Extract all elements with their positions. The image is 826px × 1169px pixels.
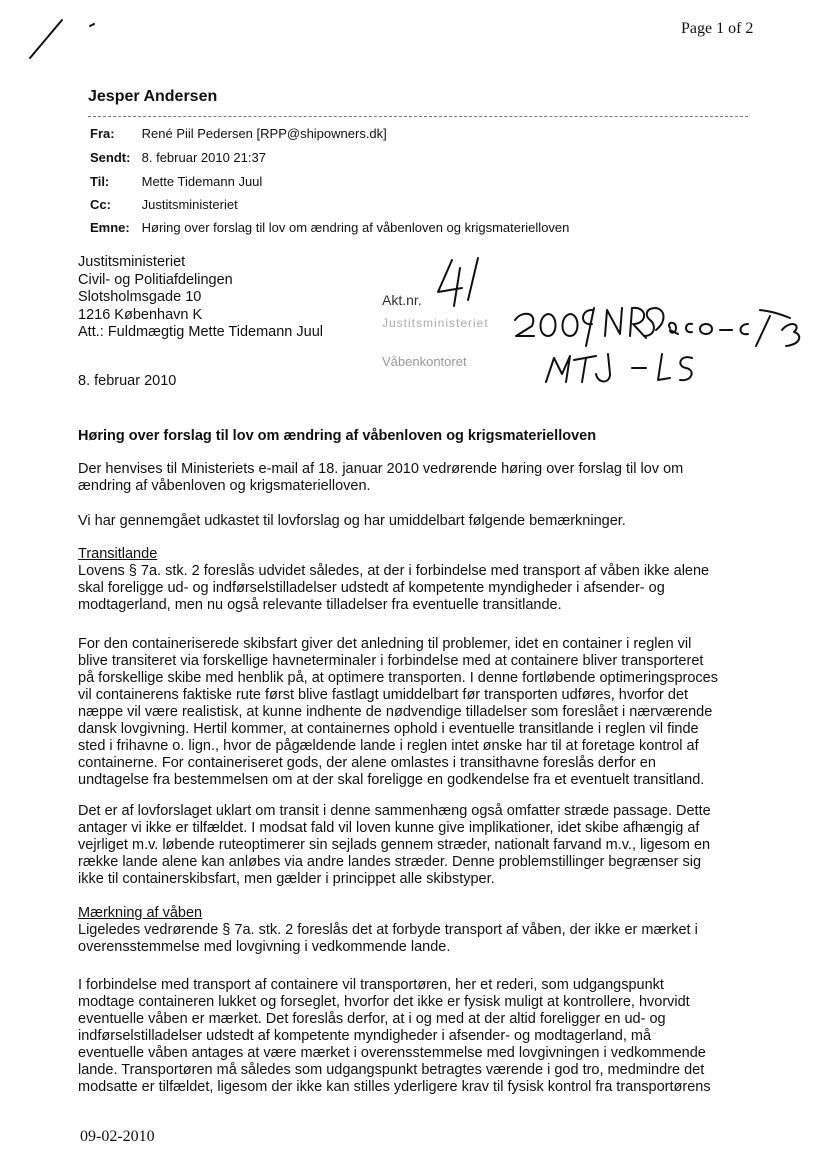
address-line: Slotsholmsgade 10 [78,289,202,305]
subject-heading: Høring over forslag til lov om ændring af våbenloven og krigsmaterielloven [78,428,597,444]
letter-date: 8. februar 2010 [78,373,177,389]
text-line: dansk lovgivning. Hertil kommer, at containernes ophold i eventuelle transitlande i reglen vil finde [78,721,699,737]
intro-paragraph [78,461,762,495]
cc-row [90,197,238,212]
text-line: række lande alene kan anløbes via andre landes stræder. Denne problemstillinger begrænser sig [78,854,702,870]
section-heading: Mærkning af våben [78,905,203,921]
from-label: Fra: [90,126,115,141]
text-line: ikke til containerskibsfart, men gælder i princippet alle skibstyper. [78,871,495,887]
text-line: ændring af våbenloven og krigsmaterielloven. [78,478,371,494]
address-line: Civil- og Politiafdelingen [78,271,233,288]
text-line: modtagerland, men nu også relevante tilladelser fra eventuelle transitlande. [78,597,562,613]
intro-paragraph-2 [78,513,762,530]
sent-value: 8. februar 2010 21:37 [141,150,266,165]
text-line: overensstemmelse med lovgivning i vedkommende lande. [78,939,451,955]
text-line: vil containerens faktiske rute først blive fastlagt umiddelbart før transporten udføres, hvorfor det [78,687,689,703]
sent-label: Sendt: [90,150,131,165]
section-transitlande [78,546,762,614]
text-line: på forskellige skibe med henblik på, at optimere transporten. I denne fortløbende optimeringsproces [78,670,718,686]
address-line: 1216 København K [78,306,203,323]
subject-value: Høring over forslag til lov om ændring af våbenloven og krigsmaterielloven [141,220,570,235]
sent-row [90,150,266,165]
subject-label: Emne: [90,220,130,235]
text-line: næppe vil være realistisk, at kunne indhente de nødvendige tilladelser som foreslået i nærværende [78,704,713,720]
section-maerkning [78,905,762,956]
text-line: eventuelle våben antages at være mærket i overensstemmelse med lovgivningen i vedkommende [78,1045,706,1061]
text-line: I forbindelse med transport af containere vil transportøren, her et rederi, som udgangspunkt [78,977,664,993]
text-line: modtage containeren lukket og forseglet, hvorfor det ikke er fysisk muligt at kontrollere, hvorvidt [78,994,690,1010]
address-line: Justitsministeriet [78,254,186,270]
text-line: Vi har gennemgået udkastet til lovforslag og har umiddelbart følgende bemærkninger. [78,513,626,529]
from-value: René Piil Pedersen [RPP@shipowners.dk] [141,126,387,141]
text-line: indførselstilladelser udstedt af kompetente myndigheder i afsender- og modtagerland, må [78,1028,652,1044]
cc-value: Justitsministeriet [141,197,238,212]
stamp-office-text: Våbenkontoret [382,354,467,369]
section-maerkning-p2 [78,977,762,1096]
footer-date: 09-02-2010 [80,1128,155,1145]
text-line: Der henvises til Ministeriets e-mail af 18. januar 2010 vedrørende høring over forslag til lov om [78,461,684,477]
recipient-address [78,254,323,342]
section-transitlande-p2 [78,636,762,789]
text-line: skal foreligge ud- og indførselstilladelser udstedt af kompetente myndigheder i afsender- og [78,580,665,596]
text-line: antager vi ikke er tilfældet. I modsat fald vil loven kunne give implikationer, idet skibe afhængig af [78,820,700,836]
text-line: vejrliget m.v. løbende ruteoptimerer sin sejlads gennem stræder, nationalt farvand m.v., ligesom en [78,837,711,853]
text-line: Ligeledes vedrørende § 7a. stk. 2 foreslås det at forbyde transport af våben, der ikke er mærket i [78,922,698,938]
section-transitlande-p3 [78,803,762,888]
text-line: blive transiteret via forskellige havneterminaler i forbindelse med at containere bliver transporteret [78,653,704,669]
handwritten-case-number [430,250,810,390]
text-line: undtagelse fra bestemmelsen om at der skal foreligge en godkendelse fra et eventuelt transitland. [78,772,705,788]
section-heading: Transitlande [78,546,158,562]
text-line: sted i frihavne o. lign., hvor de pågældende lande i reglen intet ønske har til at foretage kontrol af [78,738,699,754]
text-line: Lovens § 7a. stk. 2 foreslås udvidet således, at der i forbindelse med transport af våben ikke alene [78,563,710,579]
to-row [90,174,262,189]
address-line: Att.: Fuldmægtig Mette Tidemann Juul [78,324,323,340]
from-row [90,126,387,141]
text-line: eventuelle våben er mærket. Det foreslås derfor, at i og med at der altid foreligger en ud- og [78,1011,666,1027]
stamp-akt-label: Akt.nr. [382,292,422,308]
sender-name: Jesper Andersen [88,88,218,105]
text-line: lande. Transportøren må således som udgangspunkt betragtes værende i god tro, medmindre det [78,1062,705,1078]
margin-pen-mark [20,14,110,64]
subject-row [90,220,569,235]
page-number: Page 1 of 2 [681,20,754,37]
text-line: modsatte er tilfældet, ligesom der ikke kan stilles yderligere krav til fysisk kontrol fra transportørens [78,1079,711,1095]
text-line: For den containeriserede skibsfart giver det anledning til problemer, idet en container i reglen vil [78,636,692,652]
to-label: Til: [90,174,110,189]
header-divider [88,116,748,117]
stamp-ministry-text: Justitsministeriet [382,316,489,330]
text-line: containerne. For containeriseret gods, der alene omlastes i transithavne foreslås derfor en [78,755,656,771]
to-value: Mette Tidemann Juul [141,174,263,189]
text-line: Det er af lovforslaget uklart om transit i denne sammenhæng også omfatter stræde passage. Dette [78,803,711,819]
cc-label: Cc: [90,197,111,212]
